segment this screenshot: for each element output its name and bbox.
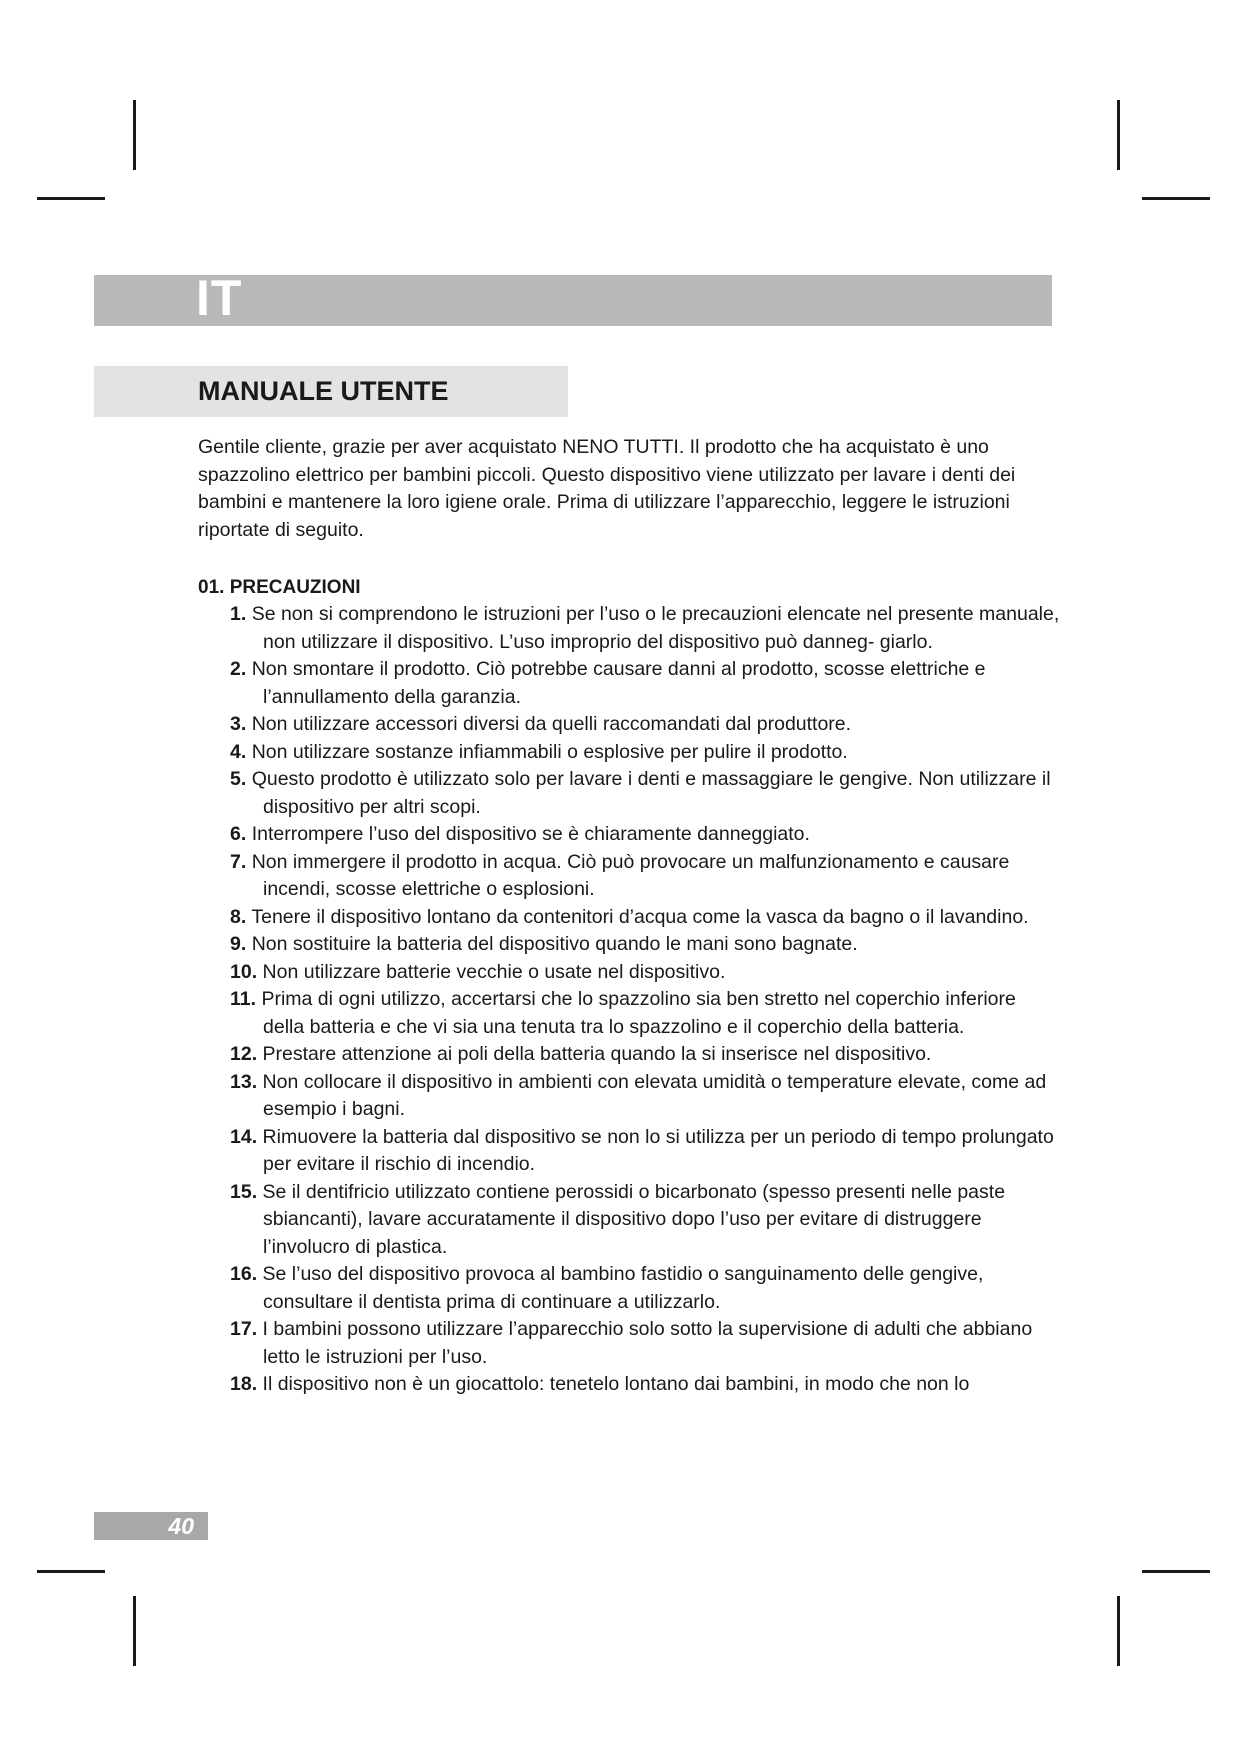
precaution-text: Questo prodotto è utilizzato solo per lavare i denti e massaggiare le gengive. Non utilizzare il dispositivo per altri scopi. [251, 768, 1051, 818]
precaution-item [230, 1124, 1060, 1179]
precautions-list [230, 601, 1060, 1399]
precaution-text: Se l’uso del dispositivo provoca al bambino fastidio o sanguinamento delle gengive, consultare il dentista prima di continuare a utilizzarlo. [262, 1263, 984, 1313]
language-code: IT [196, 270, 243, 326]
section-heading: 01. PRECAUZIONI [198, 577, 361, 598]
crop-mark-bottom-right-vertical [1117, 1596, 1120, 1666]
precaution-text: Non utilizzare batterie vecchie o usate nel dispositivo. [262, 960, 726, 983]
precaution-number: 8. [230, 905, 247, 928]
precaution-item [230, 711, 1060, 739]
precaution-item [230, 931, 1060, 959]
precaution-number: 14. [230, 1125, 258, 1148]
precaution-number: 5. [230, 768, 247, 790]
precaution-text: Prima di ogni utilizzo, accertarsi che lo spazzolino sia ben stretto nel coperchio inferiore della batteria e che vi sia una tenuta tra lo spazzolino e il coperchio della batteria. [261, 988, 1016, 1038]
precaution-text: Se non si comprendono le istruzioni per l’uso o le precauzioni elencate nel presente manuale, non utilizzare il dispositivo. L’uso improprio del dispositivo può danneg- giarlo. [251, 603, 1060, 653]
precaution-item [230, 904, 1060, 932]
precaution-text: Non sostituire la batteria del dispositivo quando le mani sono bagnate. [251, 933, 858, 955]
crop-mark-top-right-vertical [1117, 100, 1120, 170]
precaution-item [230, 739, 1060, 767]
precaution-text: Non utilizzare sostanze infiammabili o esplosive per pulire il prodotto. [251, 740, 848, 763]
precaution-text: Non utilizzare accessori diversi da quelli raccomandati dal produttore. [251, 713, 852, 735]
precaution-number: 15. [230, 1180, 258, 1203]
precaution-item [230, 1041, 1060, 1069]
precaution-text: Interrompere l’uso del dispositivo se è chiaramente danneggiato. [251, 823, 810, 845]
precaution-number: 11. [230, 988, 257, 1010]
precaution-item [230, 601, 1060, 656]
crop-mark-top-left-horizontal [37, 197, 105, 200]
page-title: MANUALE UTENTE [198, 376, 449, 406]
precaution-item [230, 1316, 1060, 1371]
precaution-item [230, 986, 1060, 1041]
precaution-item [230, 656, 1060, 711]
precaution-text: Prestare attenzione ai poli della batteria quando la si inserisce nel dispositivo. [262, 1043, 932, 1065]
precaution-number: 9. [230, 933, 247, 955]
precaution-number: 17. [230, 1318, 258, 1340]
crop-mark-bottom-left-horizontal [37, 1570, 105, 1573]
page-number: 40 [168, 1513, 194, 1539]
precaution-item [230, 1371, 1060, 1399]
precaution-item [230, 959, 1060, 987]
precaution-item [230, 1069, 1060, 1124]
precaution-number: 3. [230, 713, 247, 735]
crop-mark-top-left-vertical [133, 100, 136, 170]
crop-mark-bottom-right-horizontal [1142, 1570, 1210, 1573]
precaution-item [230, 1179, 1060, 1262]
precaution-item [230, 849, 1060, 904]
precaution-number: 13. [230, 1070, 258, 1093]
precaution-number: 18. [230, 1373, 258, 1395]
precaution-text: Il dispositivo non è un giocattolo: tenetelo lontano dai bambini, in modo che non lo [262, 1373, 970, 1395]
precaution-number: 2. [230, 658, 247, 680]
precaution-text: I bambini possono utilizzare l’apparecchio solo sotto la supervisione di adulti che abbiano letto le istruzioni per l’uso. [262, 1318, 1033, 1368]
precaution-number: 4. [230, 740, 247, 763]
precaution-number: 12. [230, 1043, 258, 1065]
precaution-number: 10. [230, 960, 258, 983]
precaution-text: Tenere il dispositivo lontano da contenitori d’acqua come la vasca da bagno o il lavandino. [251, 905, 1029, 928]
precaution-text: Non collocare il dispositivo in ambienti con elevata umidità o temperature elevate, come ad esempio i bagni. [262, 1070, 1047, 1120]
precaution-item [230, 766, 1060, 821]
crop-mark-top-right-horizontal [1142, 197, 1210, 200]
precaution-text: Non smontare il prodotto. Ciò potrebbe causare danni al prodotto, scosse elettriche e l’annullamento della garanzia. [251, 658, 986, 708]
crop-mark-bottom-left-vertical [133, 1596, 136, 1666]
intro-paragraph: Gentile cliente, grazie per aver acquistato NENO TUTTI. Il prodotto che ha acquistato è uno spazzolino elettrico per bambini piccoli. Questo dispositivo viene utilizzato per lavare i denti dei bambini e mantenere la loro igiene orale. Prima di utilizzare l’apparecchio, leggere le istruzioni riportate di seguito. [198, 436, 1016, 541]
precaution-item [230, 1261, 1060, 1316]
precaution-text: Se il dentifricio utilizzato contiene perossidi o bicarbonato (spesso presenti nelle paste sbiancanti), lavare accuratamente il dispositivo dopo l’uso per evitare di distruggere l’involucro di plastica. [262, 1180, 1006, 1258]
precaution-item [230, 821, 1060, 849]
precaution-number: 1. [230, 603, 247, 625]
precaution-text: Non immergere il prodotto in acqua. Ciò può provocare un malfunzionamento e causare incendi, scosse elettriche o esplosioni. [251, 850, 1010, 900]
precaution-number: 6. [230, 823, 247, 845]
precaution-text: Rimuovere la batteria dal dispositivo se non lo si utilizza per un periodo di tempo prolungato per evitare il rischio di incendio. [262, 1125, 1054, 1175]
precaution-number: 16. [230, 1263, 258, 1285]
precaution-number: 7. [230, 850, 247, 873]
